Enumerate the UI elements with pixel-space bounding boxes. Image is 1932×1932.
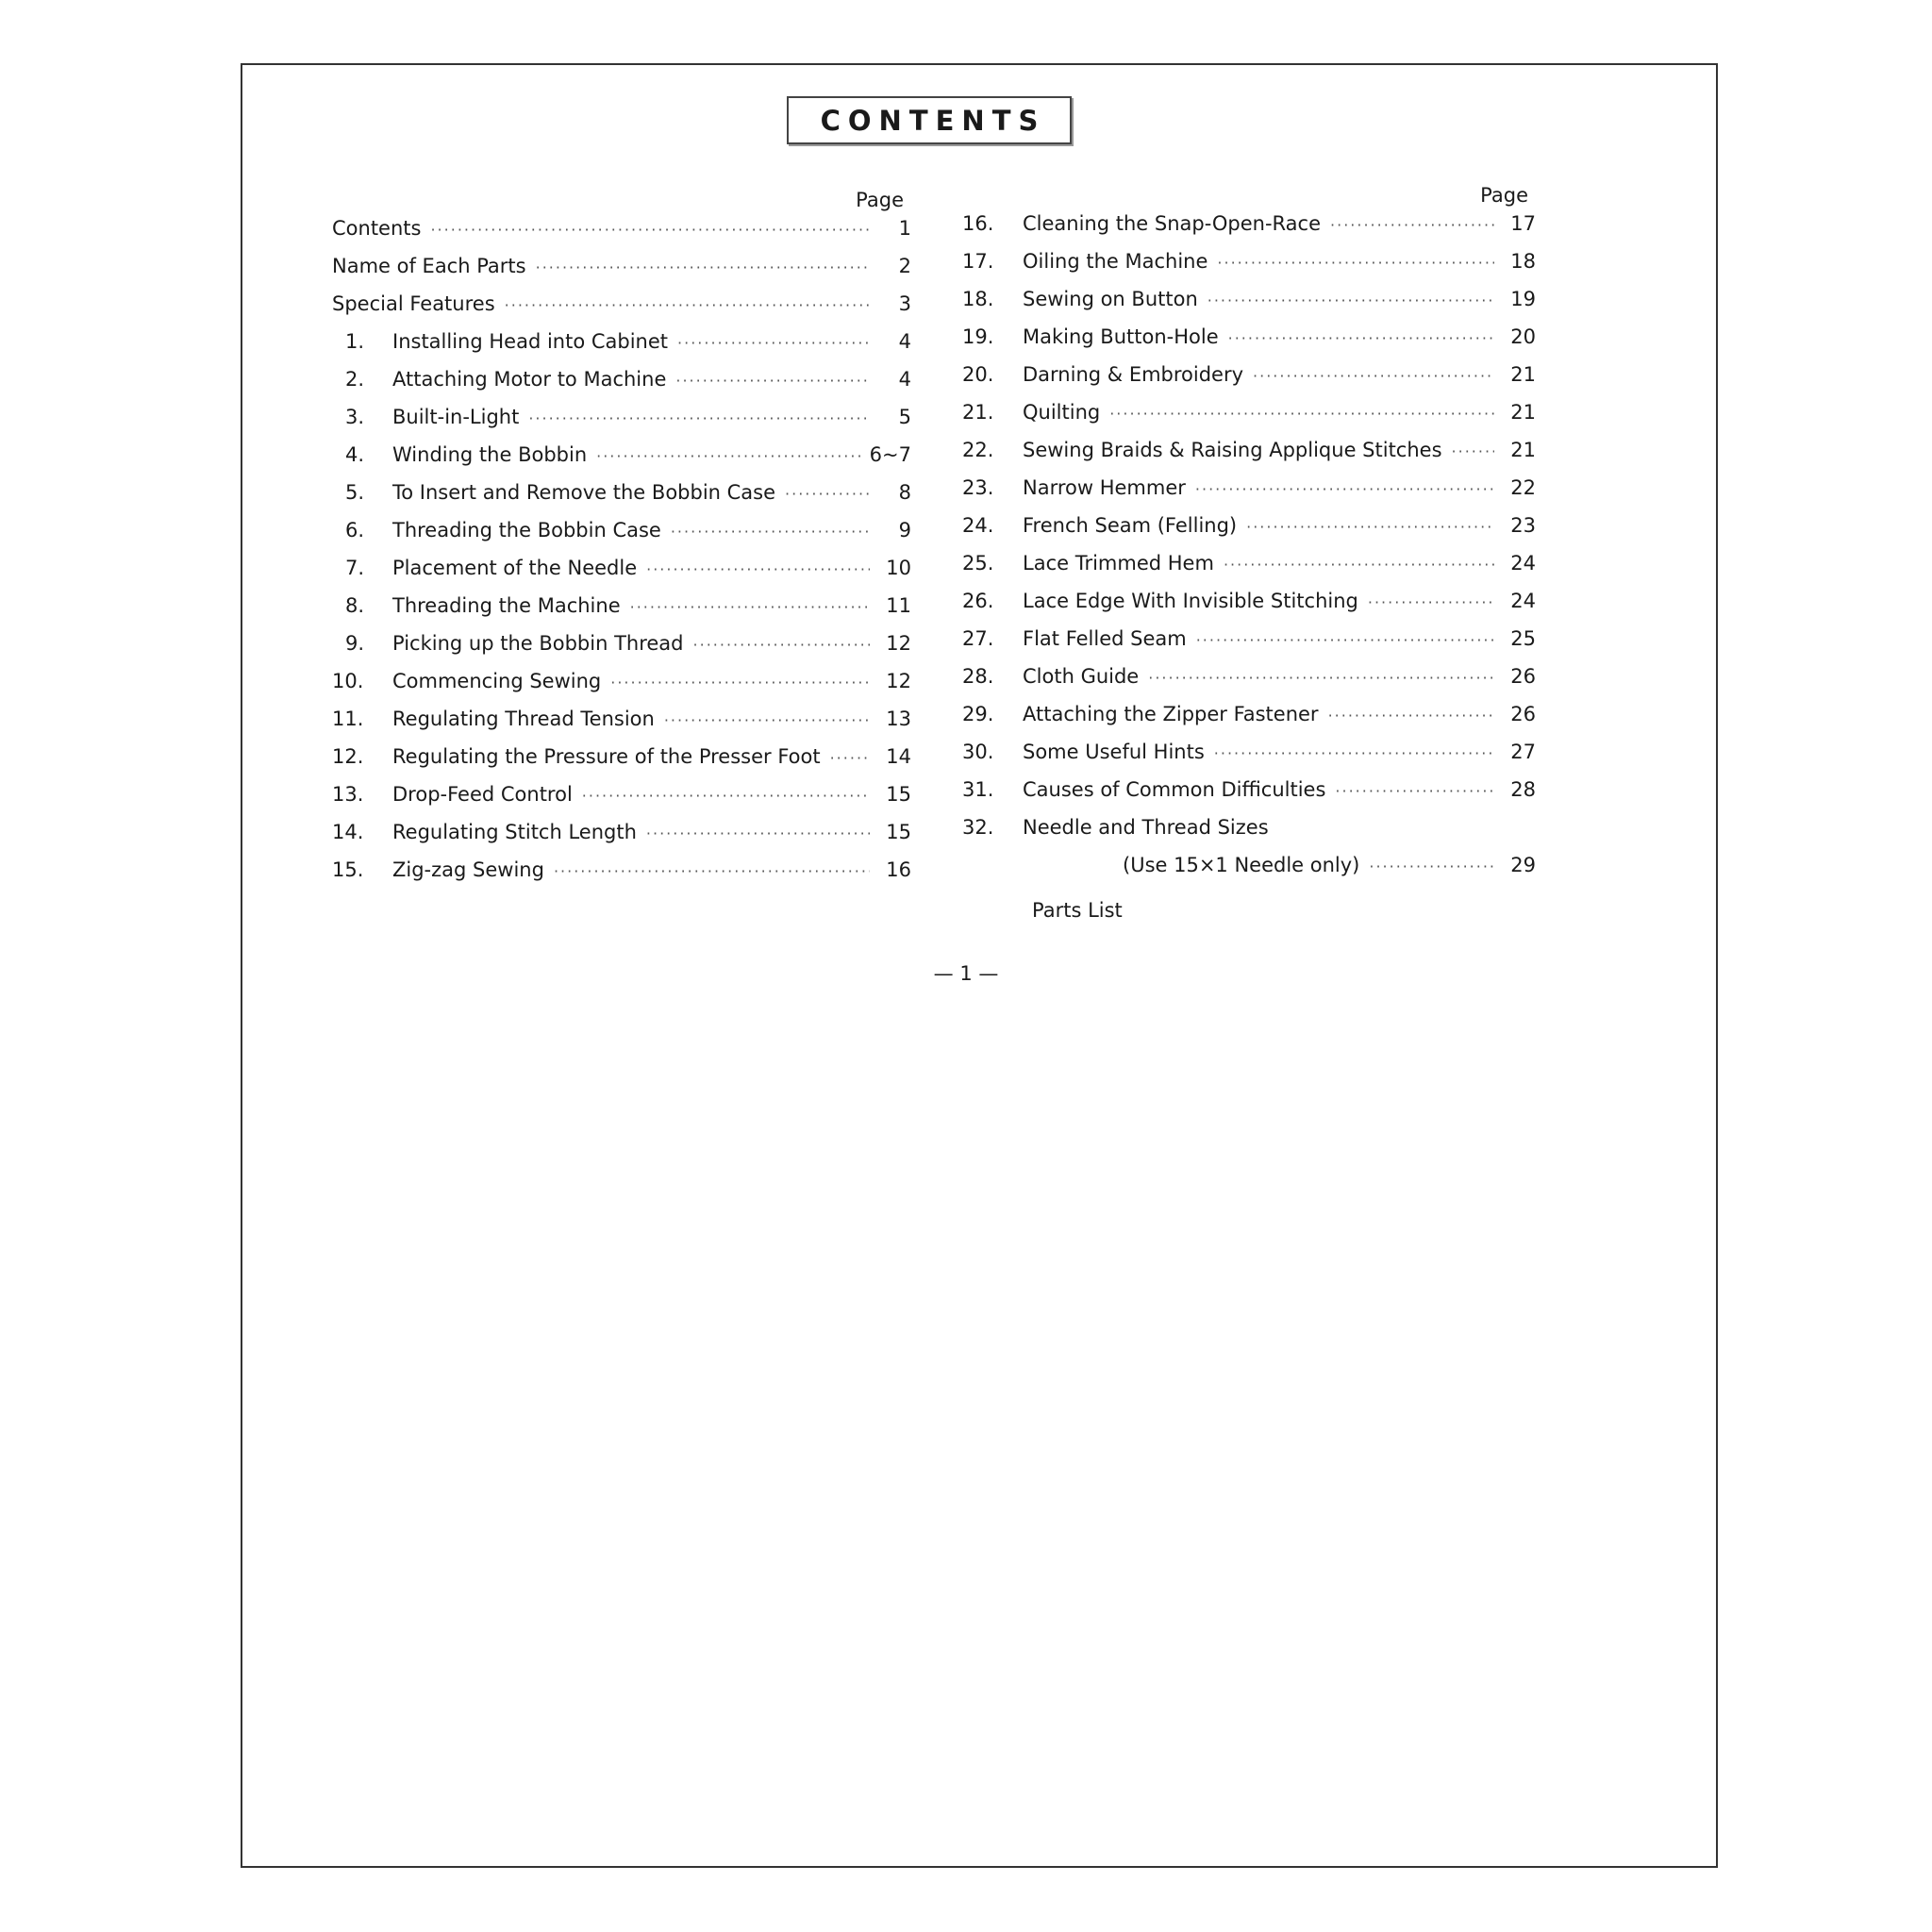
toc-entry-page: 12	[886, 670, 911, 692]
toc-entry-page: 21	[1510, 363, 1536, 386]
toc-entry-number: 7.	[345, 557, 365, 579]
toc-entry-number: 15.	[332, 858, 364, 881]
dot-leader	[664, 711, 870, 729]
toc-entry-number: 17.	[962, 250, 994, 273]
toc-entry	[962, 401, 1536, 439]
toc-entry-page: 21	[1510, 439, 1536, 461]
toc-entry	[962, 476, 1536, 514]
toc-entry	[962, 741, 1536, 778]
dot-leader	[1228, 329, 1494, 347]
toc-entry-page: 15	[886, 783, 911, 806]
toc-entry	[962, 778, 1536, 816]
toc-entry	[332, 292, 911, 330]
right-toc-list	[962, 212, 1536, 854]
toc-entry	[332, 330, 911, 368]
toc-entry	[962, 250, 1536, 288]
dot-leader	[830, 749, 870, 767]
toc-entry	[332, 557, 911, 594]
dot-leader	[1217, 254, 1494, 272]
toc-entry-number: 31.	[962, 778, 994, 801]
toc-entry-number: 11.	[332, 708, 364, 730]
toc-entry-page: 21	[1510, 401, 1536, 424]
toc-entry-page: 17	[1510, 212, 1536, 235]
toc-entry-label: Attaching Motor to Machine	[392, 368, 667, 391]
toc-entry-page: 15	[886, 821, 911, 843]
toc-entry	[332, 519, 911, 557]
toc-entry-page: 6~7	[869, 443, 911, 466]
toc-entry	[962, 552, 1536, 590]
toc-entry-number: 12.	[332, 745, 364, 768]
dot-leader	[610, 674, 870, 691]
toc-entry-label: (Use 15×1 Needle only)	[1123, 854, 1360, 876]
toc-entry-label: Threading the Machine	[392, 594, 621, 617]
dot-leader	[1196, 631, 1494, 649]
dot-leader	[1109, 405, 1494, 423]
dot-leader	[630, 598, 870, 616]
toc-entry-label: Narrow Hemmer	[1023, 476, 1186, 499]
toc-entry-label: Threading the Bobbin Case	[392, 519, 661, 541]
toc-entry-number: 13.	[332, 783, 364, 806]
dot-leader	[1208, 291, 1494, 309]
toc-entry-number: 21.	[962, 401, 994, 424]
toc-entry-number: 10.	[332, 670, 364, 692]
toc-entry-label: French Seam (Felling)	[1023, 514, 1238, 537]
toc-entry-number: 14.	[332, 821, 364, 843]
toc-entry-page: 28	[1510, 778, 1536, 801]
left-toc-list	[332, 217, 911, 896]
toc-entry-page: 11	[886, 594, 911, 617]
toc-entry-page: 26	[1510, 703, 1536, 725]
toc-entry-label: Name of Each Parts	[332, 255, 526, 277]
toc-entry-number: 9.	[345, 632, 365, 655]
dot-leader	[675, 372, 870, 390]
toc-entry	[962, 590, 1536, 627]
page-column-header: Page	[856, 189, 904, 211]
toc-entry-number: 1.	[345, 330, 365, 353]
toc-entry-label: Sewing Braids & Raising Applique Stitches	[1023, 439, 1442, 461]
toc-entry-label: Needle and Thread Sizes	[1023, 816, 1269, 839]
dot-leader	[1330, 216, 1494, 234]
toc-entry-page: 22	[1510, 476, 1536, 499]
dot-leader	[1368, 593, 1494, 611]
dot-leader	[646, 560, 870, 578]
toc-entry-number: 2.	[345, 368, 365, 391]
toc-entry	[962, 439, 1536, 476]
toc-entry-number: 6.	[345, 519, 365, 541]
toc-entry-label: Contents	[332, 217, 422, 240]
toc-entry-page: 5	[898, 406, 911, 428]
toc-entry-label: Attaching the Zipper Fastener	[1023, 703, 1319, 725]
toc-entry-number: 28.	[962, 665, 994, 688]
dot-leader	[1214, 744, 1494, 762]
toc-entry	[332, 670, 911, 708]
toc-entry-label: Installing Head into Cabinet	[392, 330, 669, 353]
toc-entry-number: 16.	[962, 212, 994, 235]
toc-entry	[962, 288, 1536, 325]
toc-entry-label: Drop-Feed Control	[392, 783, 573, 806]
toc-entry-label: Regulating Stitch Length	[392, 821, 637, 843]
toc-entry-label: Some Useful Hints	[1023, 741, 1205, 763]
dot-leader	[596, 447, 860, 465]
toc-entry	[332, 632, 911, 670]
toc-entry-number: 18.	[962, 288, 994, 310]
toc-entry-number: 30.	[962, 741, 994, 763]
toc-entry	[332, 821, 911, 858]
toc-entry-number: 22.	[962, 439, 994, 461]
toc-entry-label: Making Button-Hole	[1023, 325, 1219, 348]
toc-entry-page: 12	[886, 632, 911, 655]
toc-entry-label: Picking up the Bobbin Thread	[392, 632, 684, 655]
toc-entry-page: 23	[1510, 514, 1536, 537]
toc-entry	[332, 406, 911, 443]
toc-entry-page: 14	[886, 745, 911, 768]
toc-entry	[332, 481, 911, 519]
toc-entry-label: Quilting	[1023, 401, 1101, 424]
toc-entry-page: 20	[1510, 325, 1536, 348]
dot-leader	[1224, 556, 1494, 574]
toc-entry-page: 19	[1510, 288, 1536, 310]
toc-entry-page: 2	[898, 255, 911, 277]
toc-entry-label: Built-in-Light	[392, 406, 520, 428]
toc-entry-page: 16	[886, 858, 911, 881]
toc-entry-page: 24	[1510, 552, 1536, 575]
toc-entry-number: 29.	[962, 703, 994, 725]
toc-entry-page: 26	[1510, 665, 1536, 688]
right-column	[962, 178, 1536, 929]
toc-entry-label: Winding the Bobbin	[392, 443, 588, 466]
dot-leader	[1369, 858, 1494, 875]
toc-entry-number: 4.	[345, 443, 365, 466]
toc-entry-page: 3	[898, 292, 911, 315]
toc-entry	[332, 443, 911, 481]
toc-entry	[962, 212, 1536, 250]
toc-entry-label: Causes of Common Difficulties	[1023, 778, 1326, 801]
toc-entry-label: Darning & Embroidery	[1023, 363, 1244, 386]
toc-entry	[332, 255, 911, 292]
dot-leader	[646, 824, 870, 842]
toc-entry-page: 1	[898, 217, 911, 240]
toc-entry	[332, 708, 911, 745]
toc-entry-page: 8	[898, 481, 911, 504]
toc-entry-label: Cleaning the Snap-Open-Race	[1023, 212, 1322, 235]
toc-entry	[962, 514, 1536, 552]
toc-entry-number: 20.	[962, 363, 994, 386]
dot-leader	[785, 485, 870, 503]
toc-entry	[332, 745, 911, 783]
dot-leader	[430, 221, 870, 239]
toc-entry-label: Flat Felled Seam	[1023, 627, 1187, 650]
dot-leader	[582, 787, 870, 805]
dot-leader	[1195, 480, 1494, 498]
toc-entry-number: 19.	[962, 325, 994, 348]
toc-entry	[962, 627, 1536, 665]
toc-entry-label: Placement of the Needle	[392, 557, 638, 579]
toc-entry-page: 29	[1510, 854, 1536, 876]
toc-entry-page: 25	[1510, 627, 1536, 650]
dot-leader	[1335, 782, 1494, 800]
toc-entry-page: 10	[886, 557, 911, 579]
toc-entry-label: Lace Edge With Invisible Stitching	[1023, 590, 1358, 612]
toc-entry	[962, 703, 1536, 741]
toc-entry-number: 25.	[962, 552, 994, 575]
dot-leader	[528, 409, 870, 427]
dot-leader	[677, 334, 870, 352]
toc-entry	[332, 594, 911, 632]
toc-entry-number: 32.	[962, 816, 994, 839]
toc-entry	[962, 325, 1536, 363]
toc-entry	[962, 816, 1536, 854]
dot-leader	[1452, 442, 1494, 460]
toc-entry-needle-note	[962, 854, 1536, 891]
dot-leader	[554, 862, 870, 880]
dot-leader	[505, 296, 870, 314]
toc-entry	[332, 368, 911, 406]
left-column	[332, 183, 911, 896]
parts-list-label: Parts List	[1032, 899, 1123, 922]
toc-entry-label: Regulating the Pressure of the Presser Foot	[392, 745, 821, 768]
toc-entry-label: Lace Trimmed Hem	[1023, 552, 1214, 575]
dot-leader	[1253, 367, 1494, 385]
toc-entry-label: Cloth Guide	[1023, 665, 1140, 688]
dot-leader	[1246, 518, 1494, 536]
toc-entry-number: 23.	[962, 476, 994, 499]
contents-title: CONTENTS	[787, 96, 1072, 144]
dot-leader	[1148, 669, 1494, 687]
toc-entry-label: Zig-zag Sewing	[392, 858, 544, 881]
toc-entry-label: Sewing on Button	[1023, 288, 1198, 310]
toc-entry-page: 4	[898, 330, 911, 353]
toc-entry-number: 26.	[962, 590, 994, 612]
toc-entry	[962, 665, 1536, 703]
dot-leader	[536, 258, 870, 276]
toc-entry-page: 24	[1510, 590, 1536, 612]
dot-leader	[671, 523, 870, 541]
toc-entry-label: Special Features	[332, 292, 495, 315]
toc-entry-page: 9	[898, 519, 911, 541]
toc-entry-number: 5.	[345, 481, 365, 504]
toc-entry-number: 8.	[345, 594, 365, 617]
page-number-footer: — 1 —	[933, 962, 999, 985]
toc-entry-page: 18	[1510, 250, 1536, 273]
dot-leader	[693, 636, 870, 654]
toc-entry-page: 13	[886, 708, 911, 730]
toc-entry	[332, 858, 911, 896]
toc-entry-page: 27	[1510, 741, 1536, 763]
toc-entry-label: Oiling the Machine	[1023, 250, 1208, 273]
toc-entry-page: 4	[898, 368, 911, 391]
toc-entry-label: Commencing Sewing	[392, 670, 602, 692]
toc-entry	[332, 783, 911, 821]
dot-leader	[1328, 707, 1494, 724]
toc-entry-number: 3.	[345, 406, 365, 428]
toc-entry-number: 24.	[962, 514, 994, 537]
toc-entry-number: 27.	[962, 627, 994, 650]
toc-entry	[332, 217, 911, 255]
toc-entry-label: To Insert and Remove the Bobbin Case	[392, 481, 776, 504]
toc-entry-label: Regulating Thread Tension	[392, 708, 655, 730]
toc-entry	[962, 363, 1536, 401]
page-column-header: Page	[1480, 184, 1528, 207]
